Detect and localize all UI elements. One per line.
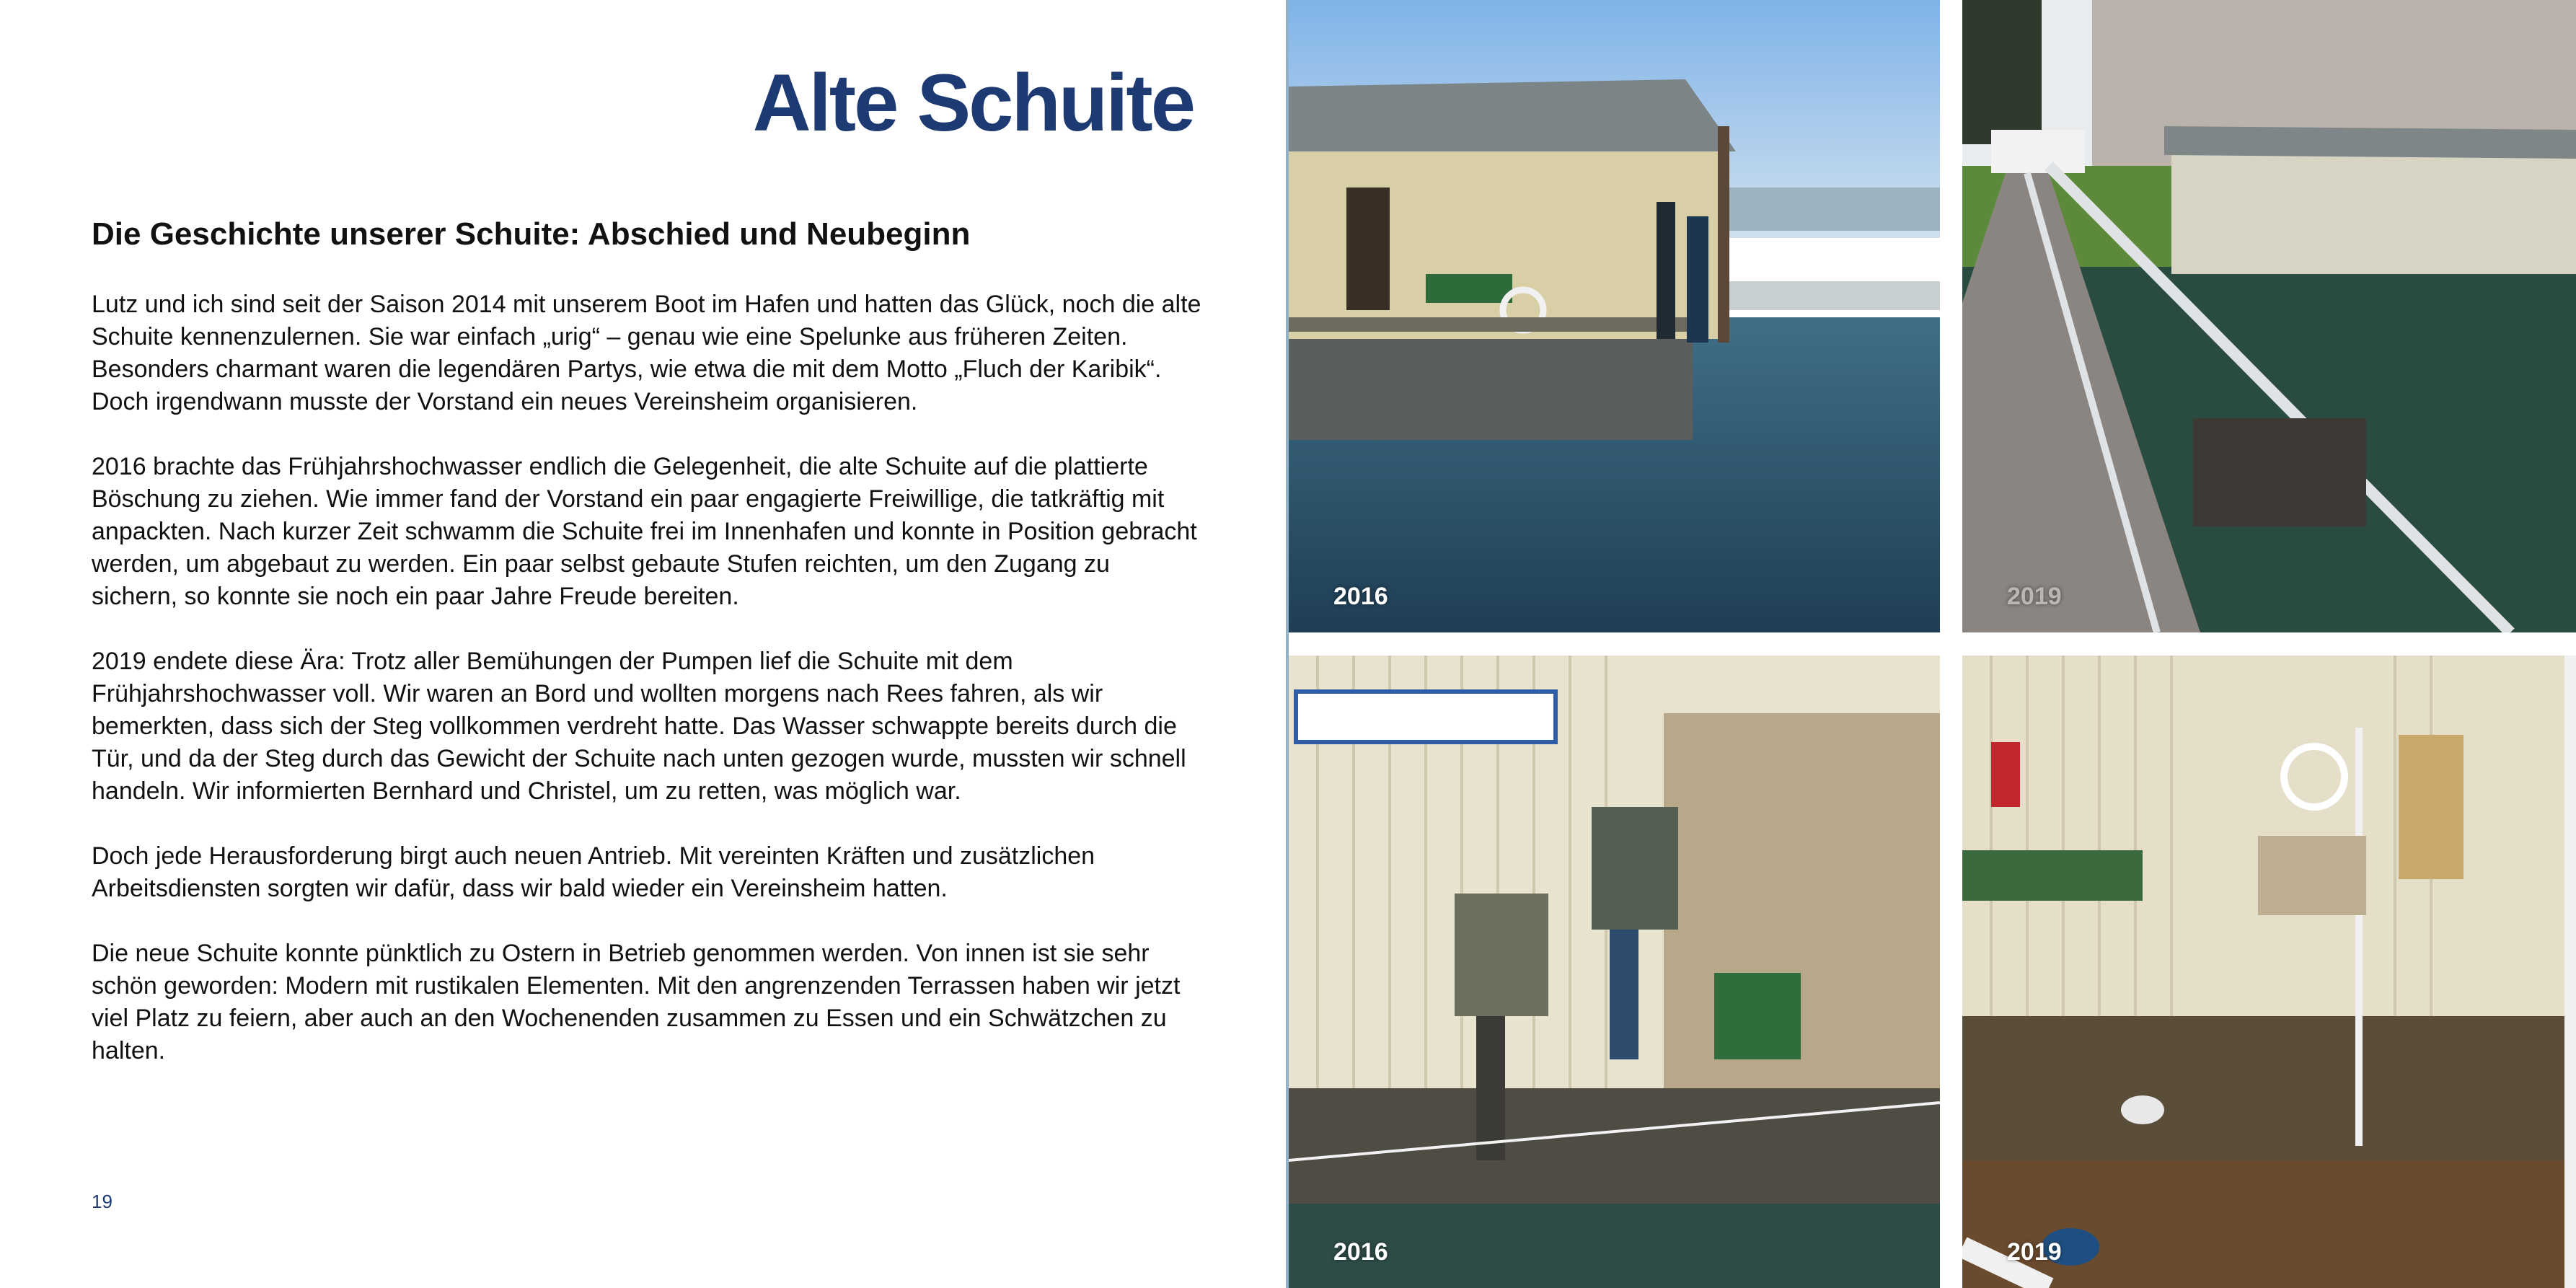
photo-year-label: 2019 — [2007, 1238, 2062, 1266]
paragraph: 2019 endete diese Ära: Trotz aller Bemühungen der Pumpen lief die Schuite mit dem Frühjahrshochwasser voll. Wir waren an Bord und wollten morgens nach Rees fahren, als wir bemerkten, dass sich der Steg vollkommen verdreht hatte. Das Wasser schwappte bereits durch die Tür, und da der Steg durch das Gewicht der Schuite nach unten gezogen wurde, mussten wir schnell handeln. Wir informierten Bernhard und Christel, um zu retten, was möglich war. — [92, 648, 1186, 805]
photo-year-label: 2019 — [2007, 583, 2062, 610]
paragraph: 2016 brachte das Frühjahrshochwasser endlich die Gelegenheit, die alte Schuite auf die plattierte Böschung zu ziehen. Wie immer fand der Vorstand ein paar engagierte Freiwillige, die tatkräftig mit anpackten. Nach kurzer Zeit schwamm die Schuite frei im Innenhafen und konnte in Position gebracht werden, um abgebaut zu werden. Ein paar selbst gebaute Stufen reichten, um den Zugang zu sichern, so konnte sie noch ein paar Jahre Freude bereiten. — [92, 453, 1197, 610]
page-title: Alte Schuite — [752, 58, 1194, 148]
text-page — [0, 0, 1286, 1288]
photo-year-label: 2016 — [1333, 583, 1388, 610]
photo-houseboat-2016 — [1289, 0, 1940, 632]
photo-jetty-2019 — [1962, 0, 2576, 632]
paragraph: Die neue Schuite konnte pünktlich zu Ostern in Betrieb genommen werden. Von innen ist sie sehr schön geworden: Modern mit rustikalen Elementen. Mit den angrenzenden Terrassen haben wir jetzt viel Platz zu feiern, aber auch an den Wochenenden zusammen zu Essen und ein Schwätzchen zu halten. — [92, 940, 1181, 1064]
page-number: 19 — [92, 1191, 113, 1212]
photo-grid — [1289, 0, 2576, 1288]
section-subtitle: Die Geschichte unserer Schuite: Abschied und Neubeginn — [92, 216, 971, 252]
photo-flooded-interior-2019 — [1962, 656, 2576, 1288]
paragraph: Doch jede Herausforderung birgt auch neuen Antrieb. Mit vereinten Kräften und zusätzlichen Arbeitsdiensten sorgten wir dafür, dass wir bald wieder ein Vereinsheim hatten. — [92, 842, 1095, 902]
body-text — [92, 288, 1202, 1100]
photo-year-label: 2016 — [1333, 1238, 1388, 1266]
paragraph: Lutz und ich sind seit der Saison 2014 mit unserem Boot im Hafen und hatten das Glück, noch die alte Schuite kennenzulernen. Sie war einfach „urig“ – genau wie eine Spelunke aus früheren Zeiten. Besonders charmant waren die legendären Partys, wie etwa die mit dem Motto „Fluch der Karibik“. Doch irgendwann musste der Vorstand ein neues Vereinsheim organisieren. — [92, 291, 1201, 415]
photo-clubhouse-2016 — [1289, 656, 1940, 1288]
